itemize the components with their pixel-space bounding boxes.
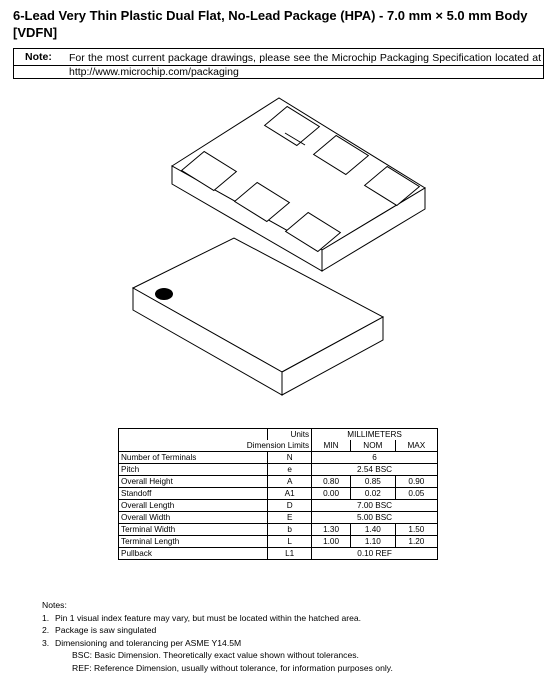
dimension-max: 1.50	[395, 524, 437, 536]
dimension-name: Overall Width	[119, 512, 268, 524]
table-row	[119, 464, 438, 476]
note-label: Note:	[25, 51, 52, 63]
dimension-name: Overall Height	[119, 476, 268, 488]
dimension-symbol: e	[268, 464, 312, 476]
dimension-min: 0.00	[312, 488, 351, 500]
dimension-name: Number of Terminals	[119, 452, 268, 464]
dimension-name: Pitch	[119, 464, 268, 476]
notes-section	[42, 599, 393, 675]
note-item	[42, 612, 393, 625]
dimension-nom: 6	[312, 452, 438, 464]
dimension-min: 1.00	[312, 536, 351, 548]
table-row	[119, 452, 438, 464]
note-sub-ref: REF: Reference Dimension, usually without tolerance, for information purposes only.	[72, 662, 393, 673]
dimension-nom: 0.10 REF	[312, 548, 438, 560]
dimension-nom: 1.10	[350, 536, 395, 548]
table-header-limits	[119, 440, 438, 452]
dimension-nom: 7.00 BSC	[312, 500, 438, 512]
dimension-limits-label: Dimension Limits	[119, 440, 312, 452]
table-row	[119, 548, 438, 560]
package-bottom-view	[172, 98, 425, 271]
dimension-name: Standoff	[119, 488, 268, 500]
dimension-nom: 1.40	[350, 524, 395, 536]
note-item-text: Dimensioning and tolerancing per ASME Y14.5M	[55, 637, 242, 648]
dimensions-table	[118, 428, 438, 560]
package-drawing	[0, 80, 560, 400]
min-header: MIN	[312, 440, 351, 452]
dimension-symbol: L	[268, 536, 312, 548]
table-row	[119, 476, 438, 488]
note-item-text: Pin 1 visual index feature may vary, but must be located within the hatched area.	[55, 612, 362, 623]
dimension-max: 1.20	[395, 536, 437, 548]
table-row	[119, 536, 438, 548]
dimension-symbol: E	[268, 512, 312, 524]
dimension-symbol: L1	[268, 548, 312, 560]
max-header: MAX	[395, 440, 437, 452]
dimension-symbol: A	[268, 476, 312, 488]
dimension-name: Terminal Width	[119, 524, 268, 536]
dimension-symbol: A1	[268, 488, 312, 500]
note-item	[42, 624, 393, 637]
dimension-nom: 2.54 BSC	[312, 464, 438, 476]
dimension-name: Overall Length	[119, 500, 268, 512]
note-number: 1.	[42, 612, 50, 623]
dimension-symbol: N	[268, 452, 312, 464]
note-sub-bsc: BSC: Basic Dimension. Theoretically exact value shown without tolerances.	[72, 650, 359, 661]
dimension-name: Pullback	[119, 548, 268, 560]
table-row	[119, 524, 438, 536]
table-row	[119, 488, 438, 500]
dimension-name: Terminal Length	[119, 536, 268, 548]
note-text: For the most current package drawings, please see the Microchip Packaging Specification located at http://www.microchip.com/packaging	[69, 52, 541, 78]
table-header-units	[119, 429, 438, 441]
pin-1-indicator	[155, 288, 173, 300]
page-title: 6-Lead Very Thin Plastic Dual Flat, No-Lead Package (HPA) - 7.0 mm × 5.0 mm Body [VDFN]	[13, 8, 528, 40]
units-value: MILLIMETERS	[312, 429, 438, 441]
dimension-symbol: b	[268, 524, 312, 536]
dimension-max: 0.90	[395, 476, 437, 488]
table-row	[119, 512, 438, 524]
note-number: 3.	[42, 637, 50, 648]
dimension-min: 0.80	[312, 476, 351, 488]
table-row	[119, 500, 438, 512]
dimension-nom: 0.02	[350, 488, 395, 500]
note-item	[42, 637, 393, 650]
dimension-symbol: D	[268, 500, 312, 512]
notes-heading: Notes:	[42, 600, 67, 610]
package-top-view	[133, 238, 383, 395]
note-item-text: Package is saw singulated	[55, 625, 157, 636]
nom-header: NOM	[350, 440, 395, 452]
note-number: 2.	[42, 625, 50, 636]
dimension-nom: 0.85	[350, 476, 395, 488]
dimension-max: 0.05	[395, 488, 437, 500]
units-label: Units	[268, 429, 312, 441]
dimension-min: 1.30	[312, 524, 351, 536]
dimension-nom: 5.00 BSC	[312, 512, 438, 524]
